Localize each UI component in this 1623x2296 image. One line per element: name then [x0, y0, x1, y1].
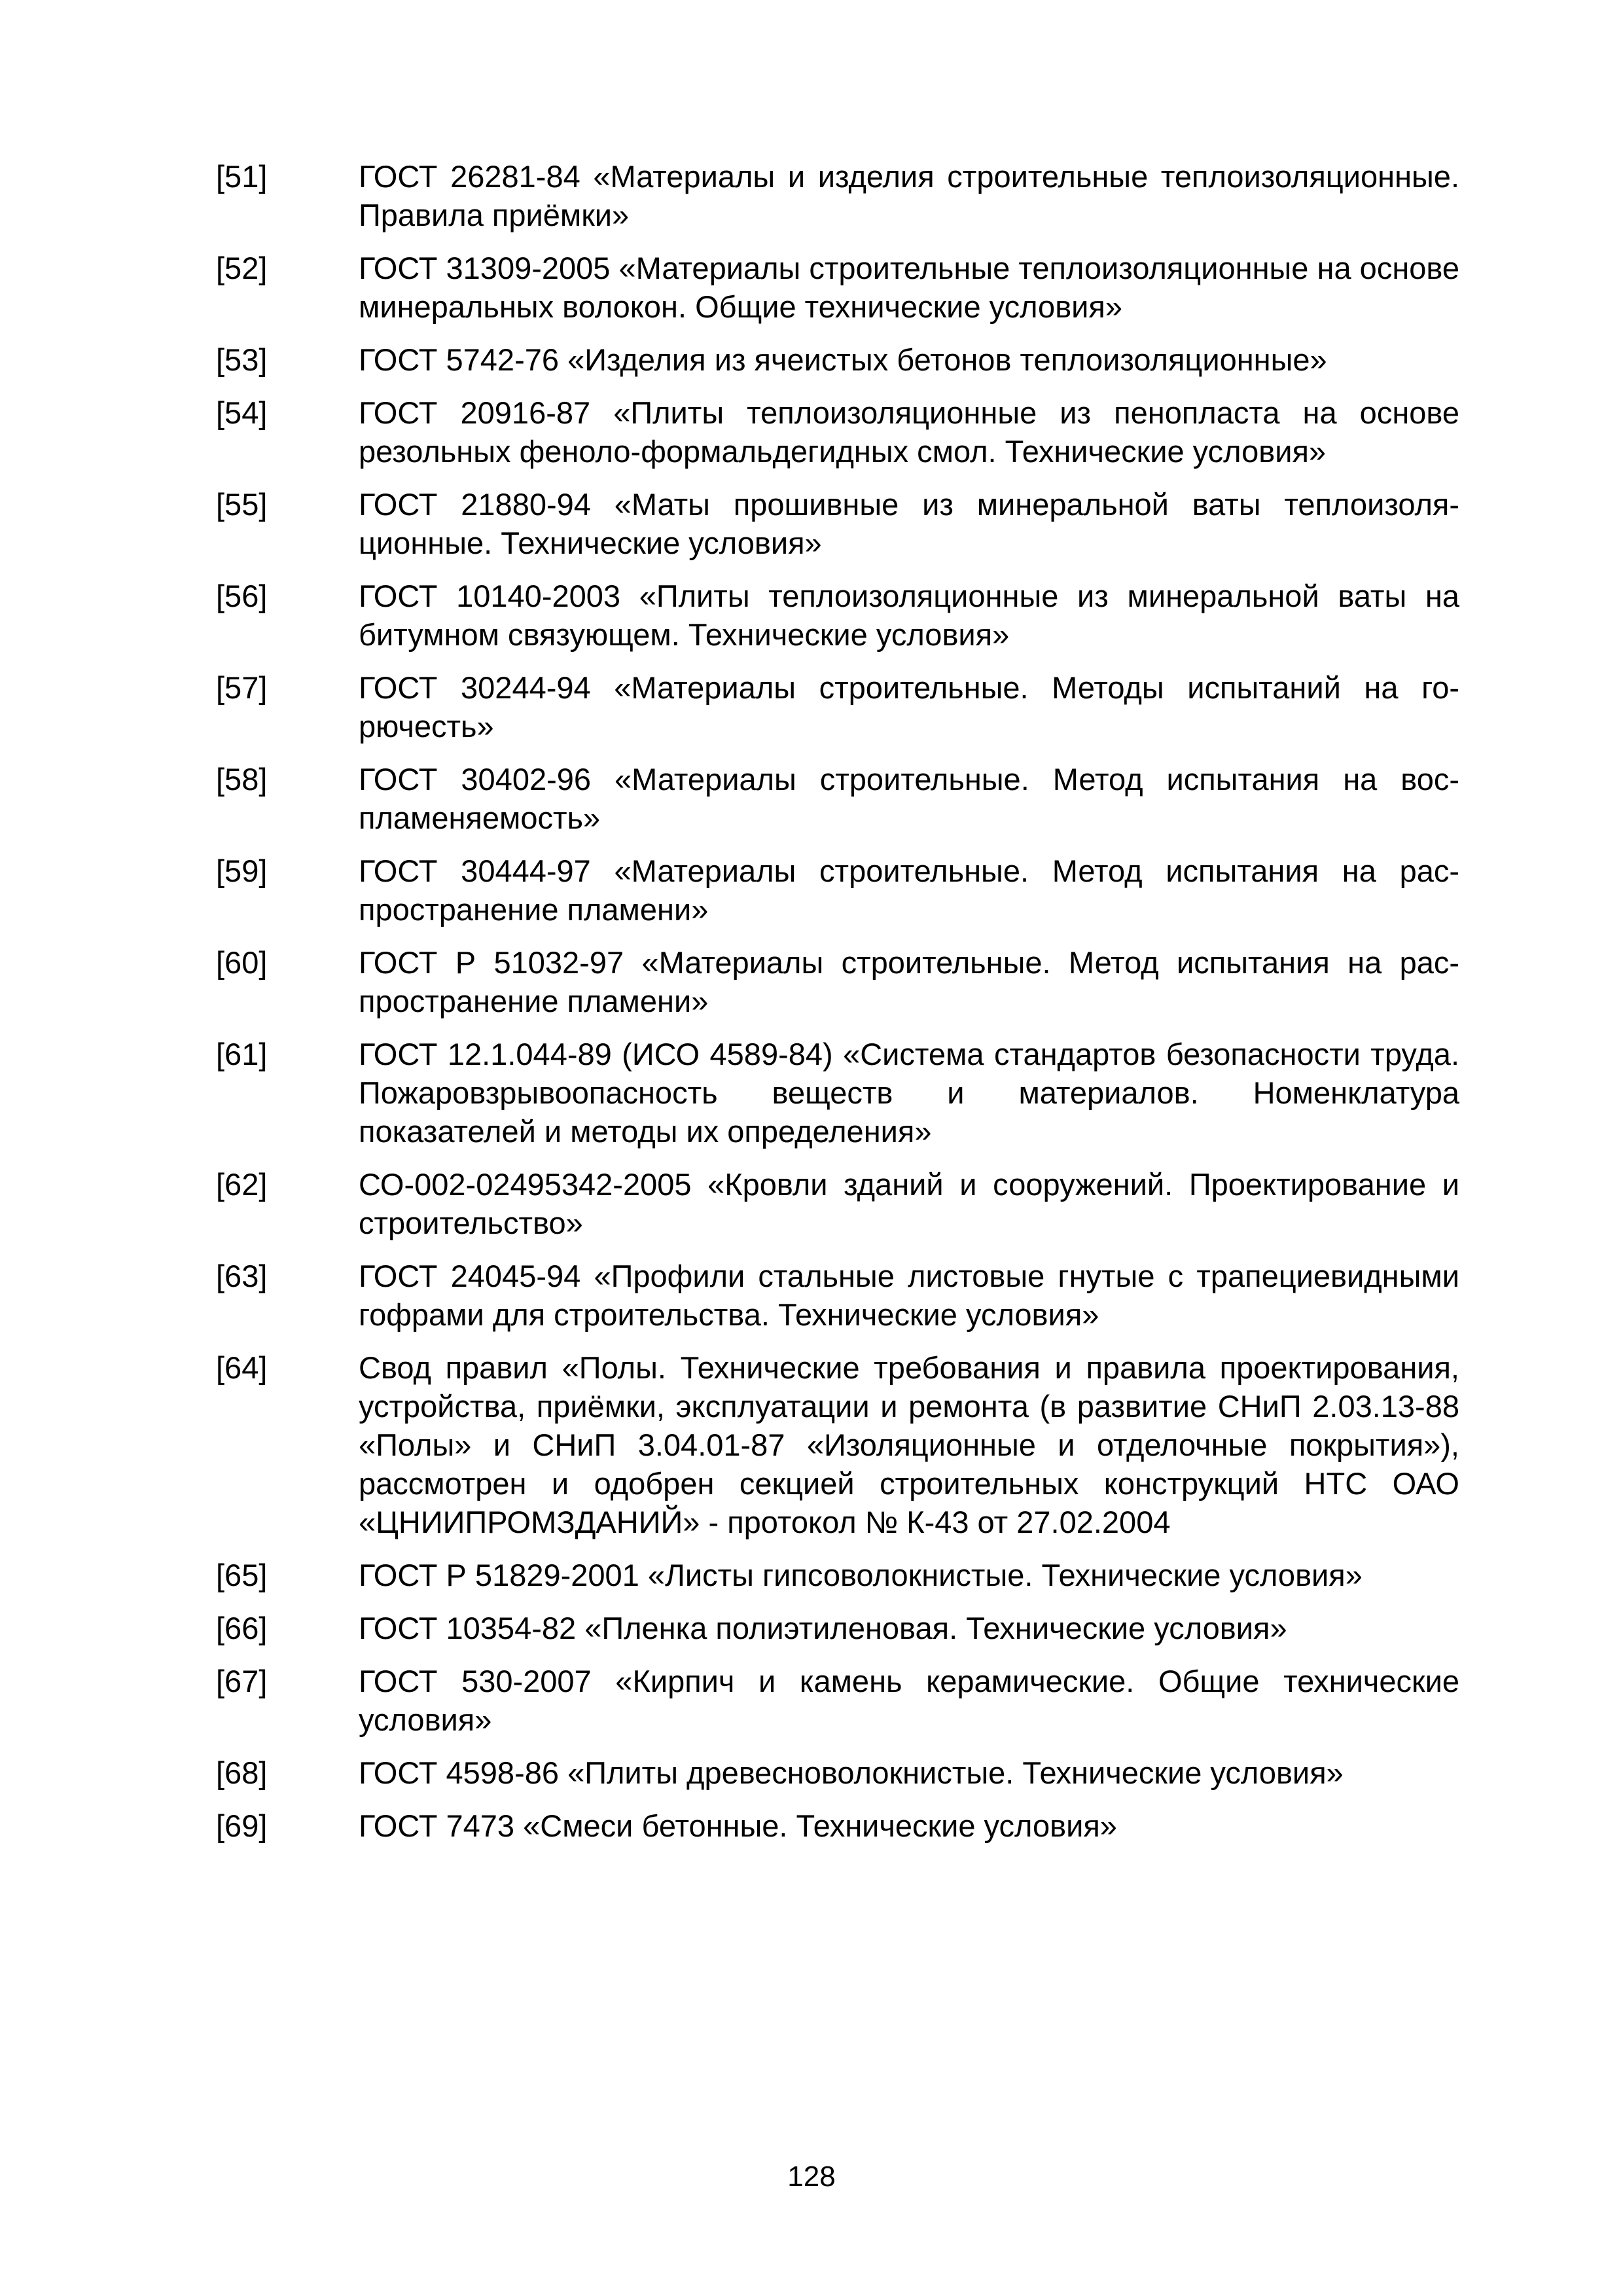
reference-item	[216, 668, 1459, 745]
reference-item	[216, 393, 1459, 471]
reference-text: ГОСТ 31309-2005 «Материалы строительные теплоизоляционные на основе минеральных волокон. Общие технические условия»	[359, 251, 1459, 324]
reference-text: ГОСТ 12.1.044-89 (ИСО 4589-84) «Система стандартов безопасности труда. Пожаровзрывоопасность веществ и материалов. Номенклатура показателей и методы их определения»	[359, 1037, 1459, 1149]
reference-text: ГОСТ Р 51032-97 «Материалы строительные. Метод испытания на распространение пламени»	[359, 945, 1459, 1018]
reference-item	[216, 943, 1459, 1020]
reference-text: ГОСТ 530-2007 «Кирпич и камень керамические. Общие технические условия»	[359, 1664, 1459, 1737]
reference-item	[216, 1662, 1459, 1739]
reference-number: [69]	[216, 1808, 268, 1843]
reference-number: [60]	[216, 945, 268, 980]
reference-text: ГОСТ Р 51829-2001 «Листы гипсоволокнистые. Технические условия»	[359, 1558, 1363, 1592]
reference-item	[216, 249, 1459, 326]
reference-item	[216, 1753, 1459, 1792]
reference-item	[216, 340, 1459, 379]
reference-number: [51]	[216, 159, 268, 194]
reference-text: ГОСТ 30402-96 «Материалы строительные. Метод испытания на воспламеняемость»	[359, 762, 1459, 835]
reference-number: [65]	[216, 1558, 268, 1592]
reference-number: [58]	[216, 762, 268, 797]
reference-item	[216, 157, 1459, 234]
reference-text: ГОСТ 10354-82 «Пленка полиэтиленовая. Технические условия»	[359, 1611, 1287, 1645]
reference-number: [66]	[216, 1611, 268, 1645]
reference-text: ГОСТ 4598-86 «Плиты древесноволокнистые. Технические условия»	[359, 1755, 1344, 1790]
reference-item	[216, 1035, 1459, 1151]
reference-number: [62]	[216, 1167, 268, 1202]
page-number: 128	[787, 2161, 836, 2193]
reference-item	[216, 485, 1459, 562]
reference-item	[216, 577, 1459, 654]
reference-item	[216, 1165, 1459, 1242]
reference-number: [52]	[216, 251, 268, 285]
reference-text: ГОСТ 10140-2003 «Плиты теплоизоляционные из минеральной ваты на битумном связующем. Технические условия»	[359, 579, 1459, 652]
reference-number: [61]	[216, 1037, 268, 1071]
reference-item	[216, 760, 1459, 837]
reference-text: ГОСТ 26281-84 «Материалы и изделия строительные теплоизоляционные. Правила приёмки»	[359, 159, 1459, 232]
reference-list	[216, 157, 1459, 1859]
reference-item	[216, 1806, 1459, 1845]
reference-item	[216, 1348, 1459, 1541]
reference-item	[216, 1556, 1459, 1594]
reference-number: [59]	[216, 853, 268, 888]
reference-item	[216, 1609, 1459, 1647]
reference-text: ГОСТ 7473 «Смеси бетонные. Технические условия»	[359, 1808, 1117, 1843]
reference-number: [57]	[216, 670, 268, 705]
reference-number: [56]	[216, 579, 268, 613]
reference-number: [53]	[216, 342, 268, 377]
reference-number: [54]	[216, 395, 268, 430]
reference-number: [67]	[216, 1664, 268, 1698]
reference-number: [68]	[216, 1755, 268, 1790]
reference-text: ГОСТ 21880-94 «Маты прошивные из минеральной ваты теплоизоляционные. Технические условия»	[359, 487, 1459, 560]
reference-text: ГОСТ 30444-97 «Материалы строительные. Метод испытания на распространение пламени»	[359, 853, 1459, 927]
reference-text: СО-002-02495342-2005 «Кровли зданий и сооружений. Проектирование и строительство»	[359, 1167, 1459, 1240]
reference-text: Свод правил «Полы. Технические требования и правила проектирования, устройства, приёмки, эксплуатации и ремонта (в развитие СНиП 2.03.13-88 «Полы» и СНиП 3.04.01-87 «Изоляционные и отделочные покрытия»), рассмотрен и одобрен секцией строительных конструкций НТС ОАО «ЦНИИПРОМЗДАНИЙ» - протокол № К-43 от 27.02.2004	[359, 1350, 1459, 1539]
reference-number: [55]	[216, 487, 268, 522]
reference-text: ГОСТ 20916-87 «Плиты теплоизоляционные из пенопласта на основе резольных феноло-формальдегидных смол. Технические условия»	[359, 395, 1459, 469]
reference-item	[216, 852, 1459, 929]
reference-number: [64]	[216, 1350, 268, 1385]
reference-text: ГОСТ 24045-94 «Профили стальные листовые гнутые с трапециевидными гофрами для строительства. Технические условия»	[359, 1259, 1459, 1332]
reference-item	[216, 1257, 1459, 1334]
reference-text: ГОСТ 30244-94 «Материалы строительные. Методы испытаний на горючесть»	[359, 670, 1459, 744]
reference-number: [63]	[216, 1259, 268, 1293]
reference-text: ГОСТ 5742-76 «Изделия из ячеистых бетонов теплоизоляционные»	[359, 342, 1327, 377]
